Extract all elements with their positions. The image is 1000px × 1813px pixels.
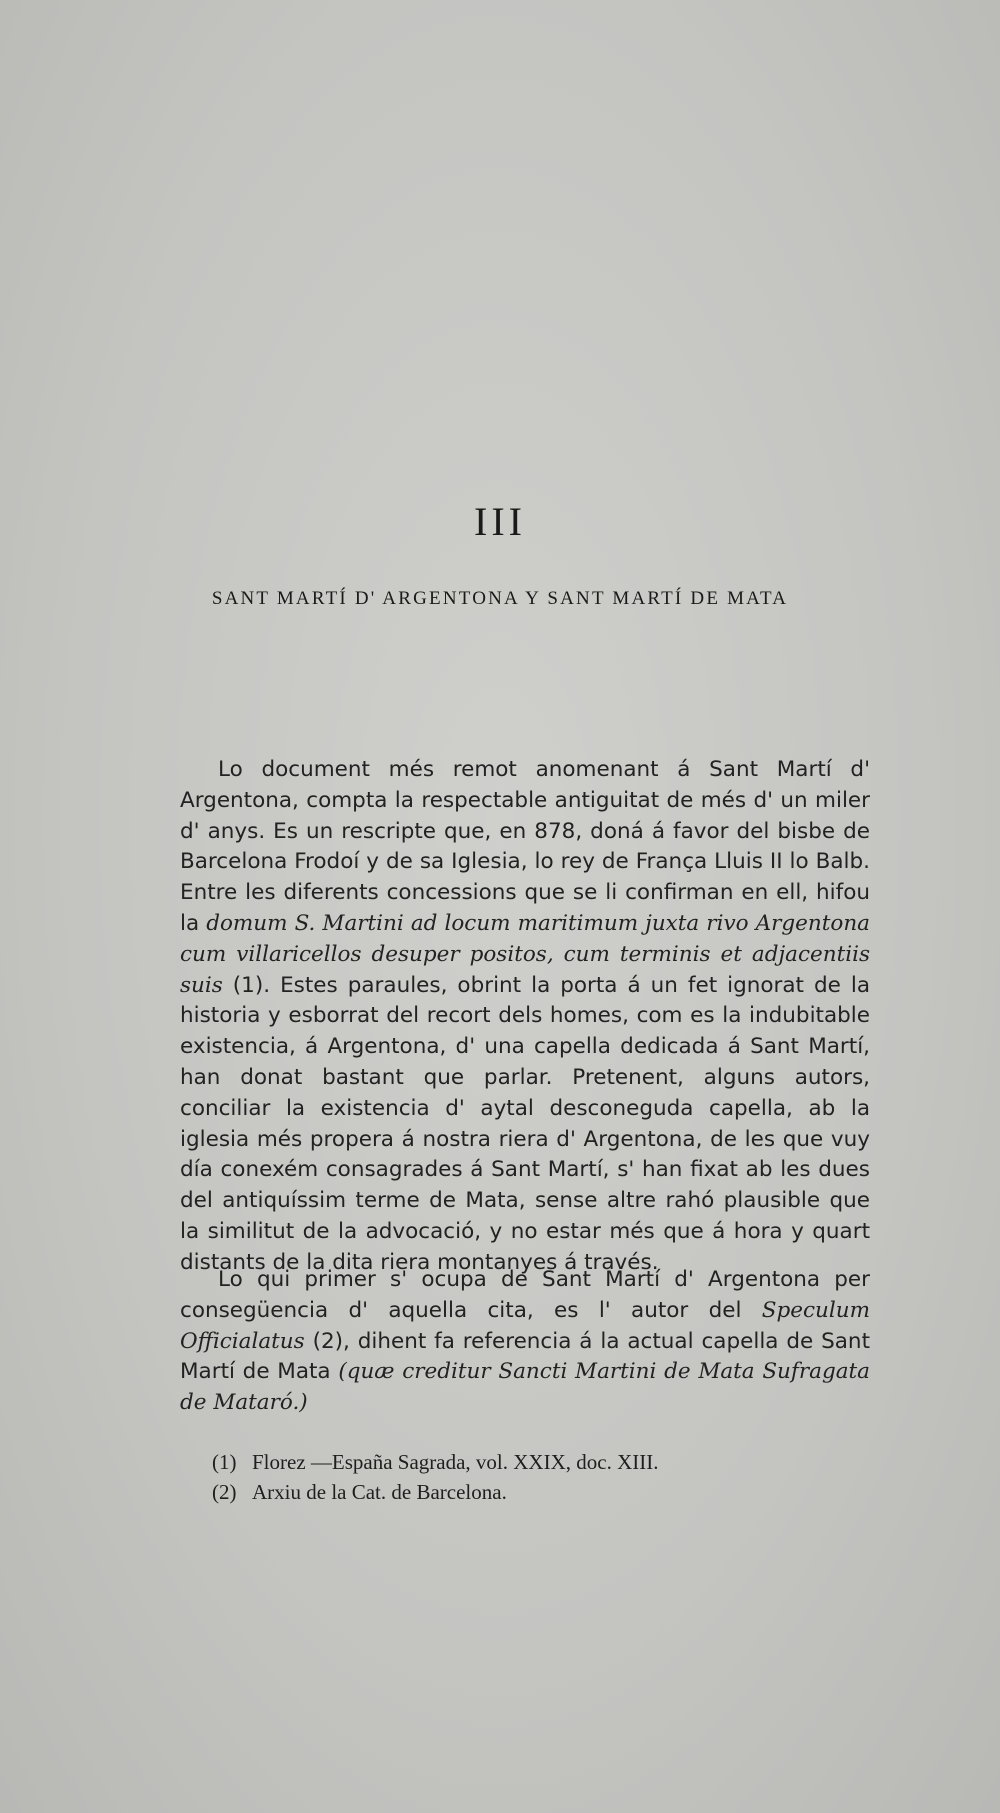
paragraph-1-text-b: (1). Estes paraules, obrint la porta á un fet ignorat de la historia y esborrat del recort dels homes, com es la indubitable existencia, á Argentona, d' una capella dedicada á Sant Martí, han donat bastant que parlar. Pretenent, alguns autors, conciliar la existencia d' aytal desconeguda capella, ab la iglesia més propera á nostra riera d' Argentona, de les que vuy día conexém consagrades á Sant Martí, s' han fixat ab les dues del antiquíssim terme de Mata, sense altre rahó plausible que la similitut de la advocació, y no estar més que á hora y quart distants de la dita riera montanyes á través. [180,972,870,1275]
chapter-number: III [474,499,526,544]
paragraph-2-book-title: Speculum Officialatus [180,1297,870,1354]
footnote [212,1477,862,1507]
paragraph-2-text-a: Lo qui primer s' ocupa de Sant Martí d' Argentona per consegüencia d' aquella cita, es l' autor del [180,1267,870,1323]
footnote-mark: (1) [212,1450,237,1474]
paragraph-2 [180,1265,870,1419]
paragraph-1-text-a: Lo document més remot anomenant á Sant Martí d' Argentona, compta la respectable antiguitat de més d' un miler d' anys. Es un rescripte que, en 878, doná á favor del bisbe de Barcelona Frodoí y de sa Iglesia, lo rey de França Lluis II lo Balb. Entre les diferents concessions que se li confirman en ell, hifou la [180,757,870,936]
footnote-text: Florez —España Sagrada, vol. XXIX, doc. XIII. [252,1450,659,1474]
footnote-text: Arxiu de la Cat. de Barcelona. [252,1480,507,1504]
paragraph-2-latin-quote: (quæ creditur Sancti Martini de Mata Sufragata de Mataró.) [180,1359,870,1416]
footnotes [212,1447,862,1507]
paragraph-1-latin-quote: domum S. Martini ad locum maritimum juxta rivo Argentona cum villaricellos desuper positos, cum terminis et adjacentiis suis [180,910,870,998]
footnote-mark: (2) [212,1480,237,1504]
footnote [212,1447,862,1477]
paragraph-2-text-b: (2), dihent fa referencia á la actual capella de Sant Martí de Mata [180,1328,870,1385]
chapter-title: SANT MARTÍ D' ARGENTONA Y SANT MARTÍ DE MATA [211,588,789,609]
paragraph-1 [180,755,870,1279]
